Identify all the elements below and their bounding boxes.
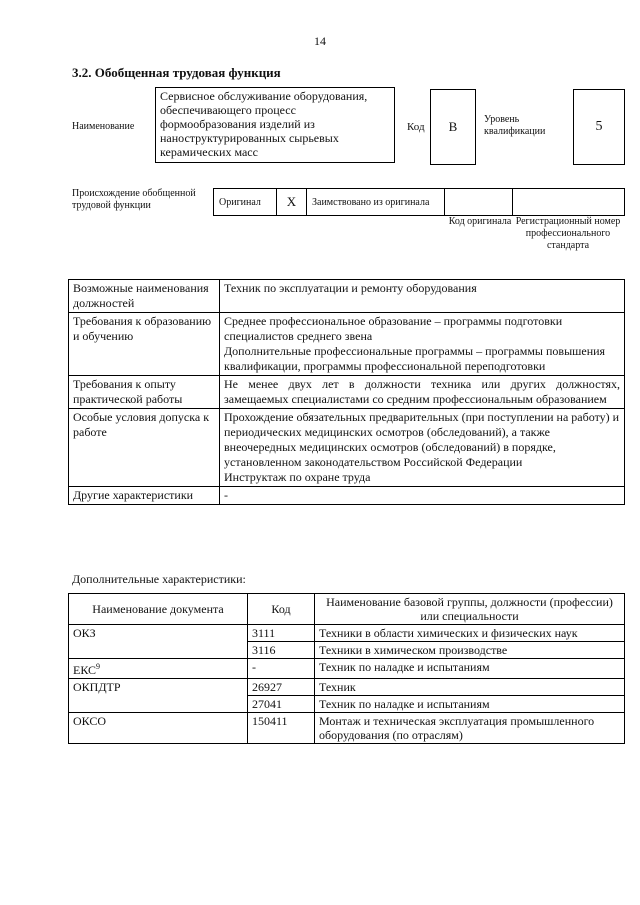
row-value: Среднее профессиональное образование – программы подготовки специалистов среднего звена Дополнительные профессиональные программы – программы повышения квалификации, программы профессиональной переподготовки — [220, 313, 625, 376]
name-cell: Техник по наладке и испытаниям — [315, 659, 625, 679]
doc-cell: ЕКС$^9$ — [69, 659, 248, 679]
gtf-name-label: Наименование — [72, 121, 135, 132]
doc-cell — [69, 642, 248, 659]
table-row — [69, 625, 625, 642]
row-value: Не менее двух лет в должности техника или других должностях, замещаемых специалистами со средним профессиональным образованием — [220, 376, 625, 409]
doc-cell: ОКЗ — [69, 625, 248, 642]
origin-reg-caption: Регистрационный номер профессионального стандарта — [515, 216, 621, 251]
table-row — [69, 696, 625, 713]
origin-borrowed: Заимствовано из оригинала — [307, 188, 445, 216]
doc-cell: ОКПДТР — [69, 679, 248, 696]
table-header-row — [69, 594, 625, 625]
code-cell: 3116 — [248, 642, 315, 659]
table-row — [69, 659, 625, 679]
origin-code-caption: Код оригинала — [448, 216, 512, 227]
origin-label: Происхождение обобщенной трудовой функции — [72, 188, 196, 211]
gtf-level-label: Уровень квалификации — [484, 114, 546, 137]
row-value: - — [220, 487, 625, 505]
origin-reg-cell — [513, 188, 625, 216]
table-row — [69, 642, 625, 659]
name-cell: Техник — [315, 679, 625, 696]
row-label: Требования к опыту практической работы — [69, 376, 220, 409]
page-number: 14 — [314, 34, 326, 48]
row-label: Возможные наименования должностей — [69, 280, 220, 313]
code-cell: 150411 — [248, 713, 315, 744]
gtf-code-value: B — [430, 89, 476, 165]
code-cell: 26927 — [248, 679, 315, 696]
name-cell: Техники в области химических и физических наук — [315, 625, 625, 642]
header-doc: Наименование документа — [69, 594, 248, 625]
header-code: Код — [248, 594, 315, 625]
row-label: Требования к образованию и обучению — [69, 313, 220, 376]
name-cell: Техник по наладке и испытаниям — [315, 696, 625, 713]
row-label: Особые условия допуска к работе — [69, 409, 220, 487]
doc-cell — [69, 696, 248, 713]
code-cell: 27041 — [248, 696, 315, 713]
origin-original: Оригинал — [213, 188, 277, 216]
section-title: 3.2. Обобщенная трудовая функция — [72, 65, 281, 80]
additional-title: Дополнительные характеристики: — [72, 572, 246, 586]
row-label: Другие характеристики — [69, 487, 220, 505]
table-row — [69, 409, 625, 487]
table-row — [69, 487, 625, 505]
origin-mark: X — [277, 188, 307, 216]
code-cell: - — [248, 659, 315, 679]
gtf-level-value: 5 — [573, 89, 625, 165]
gtf-name-value: Сервисное обслуживание оборудования, обеспечивающего процесс формообразования изделий из наноструктурированных сырьевых керамических масс — [155, 87, 395, 163]
origin-row — [213, 188, 625, 216]
table-row — [69, 376, 625, 409]
origin-code-cell — [445, 188, 513, 216]
additional-table — [68, 593, 625, 744]
table-row — [69, 280, 625, 313]
gtf-code-label: Код — [407, 121, 425, 133]
characteristics-table — [68, 279, 625, 505]
header-name: Наименование базовой группы, должности (профессии) или специальности — [315, 594, 625, 625]
name-cell: Монтаж и техническая эксплуатация промышленного оборудования (по отраслям) — [315, 713, 625, 744]
table-row — [69, 313, 625, 376]
name-cell: Техники в химическом производстве — [315, 642, 625, 659]
row-value: Прохождение обязательных предварительных (при поступлении на работу) и периодических медицинских осмотров (обследований), а также внеочередных медицинских осмотров (обследований) в порядке, установленном законодательством Российской Федерации Инструктаж по охране труда — [220, 409, 625, 487]
doc-cell: ОКСО — [69, 713, 248, 744]
footnote-mark: 9 — [96, 662, 101, 671]
row-value: Техник по эксплуатации и ремонту оборудования — [220, 280, 625, 313]
table-row — [69, 713, 625, 744]
code-cell: 3111 — [248, 625, 315, 642]
table-row — [69, 679, 625, 696]
